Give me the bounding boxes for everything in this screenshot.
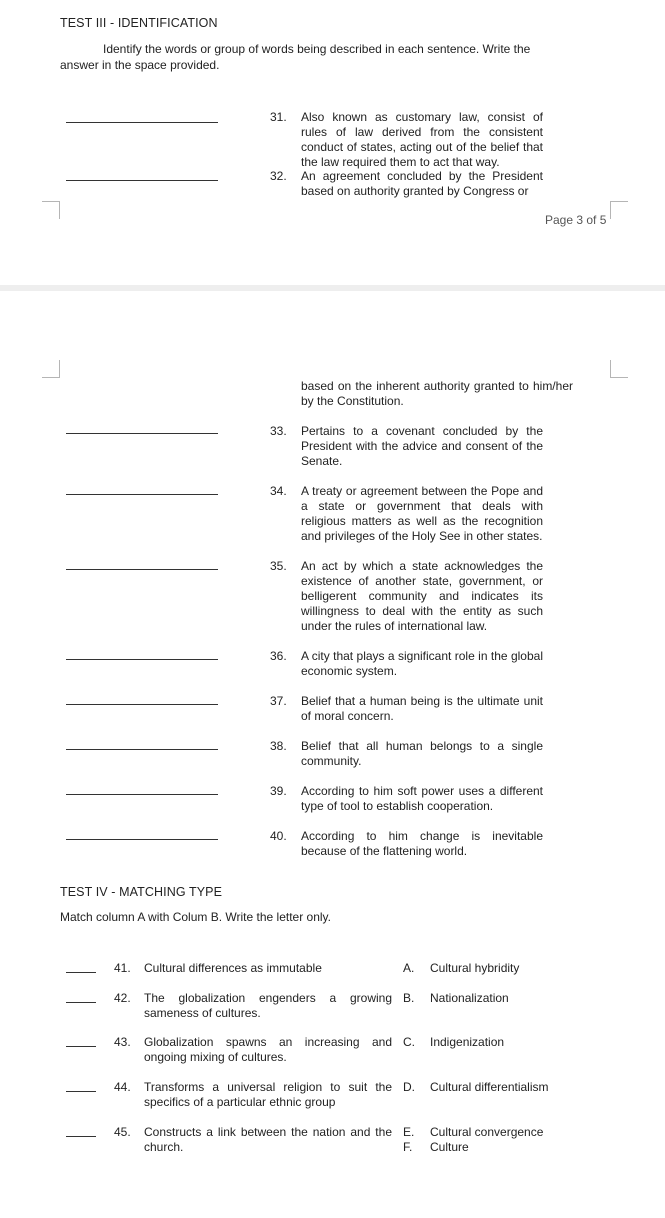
item-text: The globalization engenders a growing sameness of cultures.	[144, 991, 392, 1020]
item-text: Cultural differences as immutable	[144, 961, 322, 975]
matching-item-45	[114, 1125, 394, 1155]
item-text: Constructs a link between the nation and the church.	[144, 1125, 392, 1154]
page-indicator: Page 3 of 5	[545, 213, 607, 227]
question-37	[270, 694, 575, 724]
question-38	[270, 739, 575, 769]
option-text: Cultural differentialism	[430, 1080, 549, 1094]
question-number: 33.	[270, 424, 287, 438]
option-text: Cultural hybridity	[430, 961, 520, 975]
page-corner-mark	[610, 360, 628, 378]
question-number: 38.	[270, 739, 287, 753]
option-letter: A.	[403, 961, 415, 975]
question-text: An agreement concluded by the President based on authority granted by Congress or	[301, 169, 543, 198]
question-36	[270, 649, 575, 679]
answer-blank-40[interactable]	[66, 839, 218, 840]
answer-blank-33[interactable]	[66, 433, 218, 434]
question-text: Belief that a human being is the ultimate unit of moral concern.	[301, 694, 543, 723]
option-text: Indigenization	[430, 1035, 505, 1049]
option-text: Cultural convergence	[430, 1125, 544, 1139]
item-number: 42.	[114, 991, 131, 1005]
question-text: An act by which a state acknowledges the existence of another state, government, or belligerent community and indicates its willingness to deal with the entity as such under the rules of international law.	[301, 559, 543, 633]
answer-blank-39[interactable]	[66, 794, 218, 795]
option-letter: B.	[403, 991, 415, 1005]
answer-blank-43[interactable]	[66, 1046, 96, 1047]
page-corner-mark	[42, 360, 60, 378]
question-39	[270, 784, 575, 814]
question-32	[270, 169, 575, 199]
question-number: 37.	[270, 694, 287, 708]
question-number: 32.	[270, 169, 287, 183]
answer-blank-32[interactable]	[66, 180, 218, 181]
question-text: A city that plays a significant role in the global economic system.	[301, 649, 543, 678]
answer-blank-38[interactable]	[66, 749, 218, 750]
item-number: 41.	[114, 961, 131, 975]
item-text: Transforms a universal religion to suit the specifics of a particular ethnic group	[144, 1080, 392, 1109]
option-letter: D.	[403, 1080, 415, 1094]
answer-blank-36[interactable]	[66, 659, 218, 660]
question-text: A treaty or agreement between the Pope and a state or government that deals with religious matters as well as the recognition and privileges of the Holy See in other states.	[301, 484, 543, 543]
question-number: 34.	[270, 484, 287, 498]
item-text: Globalization spawns an increasing and ongoing mixing of cultures.	[144, 1035, 392, 1064]
option-letter: F.	[403, 1140, 413, 1154]
test3-title: TEST III - IDENTIFICATION	[60, 16, 218, 30]
option-letter: E.	[403, 1125, 415, 1139]
page-corner-mark	[42, 201, 60, 219]
option-text: Culture	[430, 1140, 469, 1154]
option-letter: C.	[403, 1035, 415, 1049]
answer-blank-35[interactable]	[66, 569, 218, 570]
matching-item-42	[114, 991, 394, 1021]
answer-blank-41[interactable]	[66, 972, 96, 973]
page-separator	[0, 285, 665, 291]
item-number: 43.	[114, 1035, 131, 1049]
answer-blank-37[interactable]	[66, 704, 218, 705]
test3-instructions-line2: answer in the space provided.	[60, 58, 220, 72]
question-31	[270, 110, 575, 170]
matching-item-43	[114, 1035, 394, 1065]
question-number: 36.	[270, 649, 287, 663]
answer-blank-44[interactable]	[66, 1091, 96, 1092]
answer-blank-34[interactable]	[66, 494, 218, 495]
question-number: 31.	[270, 110, 287, 124]
question-number: 40.	[270, 829, 287, 843]
item-number: 44.	[114, 1080, 131, 1094]
answer-blank-31[interactable]	[66, 122, 218, 123]
test4-title: TEST IV - MATCHING TYPE	[60, 885, 223, 899]
question-number: 35.	[270, 559, 287, 573]
question-40	[270, 829, 575, 859]
question-number: 39.	[270, 784, 287, 798]
test3-instructions-line1: Identify the words or group of words being described in each sentence. Write the	[103, 42, 531, 56]
question-text: Belief that all human belongs to a single community.	[301, 739, 543, 768]
matching-item-44	[114, 1080, 394, 1110]
question-text: According to him change is inevitable because of the flattening world.	[301, 829, 543, 858]
matching-item-41	[114, 961, 394, 991]
test4-instructions: Match column A with Colum B. Write the letter only.	[60, 910, 331, 924]
answer-blank-45[interactable]	[66, 1136, 96, 1137]
question-35	[270, 559, 575, 634]
question-32-continued: based on the inherent authority granted to him/her by the Constitution.	[301, 379, 573, 408]
question-text: Also known as customary law, consist of rules of law derived from the consistent conduct of states, acting out of the belief that the law required them to act that way.	[301, 110, 543, 169]
question-33	[270, 424, 575, 469]
page-corner-mark	[610, 201, 628, 219]
question-text: According to him soft power uses a different type of tool to establish cooperation.	[301, 784, 543, 813]
question-34	[270, 484, 575, 544]
question-text: Pertains to a covenant concluded by the President with the advice and consent of the Senate.	[301, 424, 543, 468]
answer-blank-42[interactable]	[66, 1002, 96, 1003]
option-text: Nationalization	[430, 991, 509, 1005]
item-number: 45.	[114, 1125, 131, 1139]
